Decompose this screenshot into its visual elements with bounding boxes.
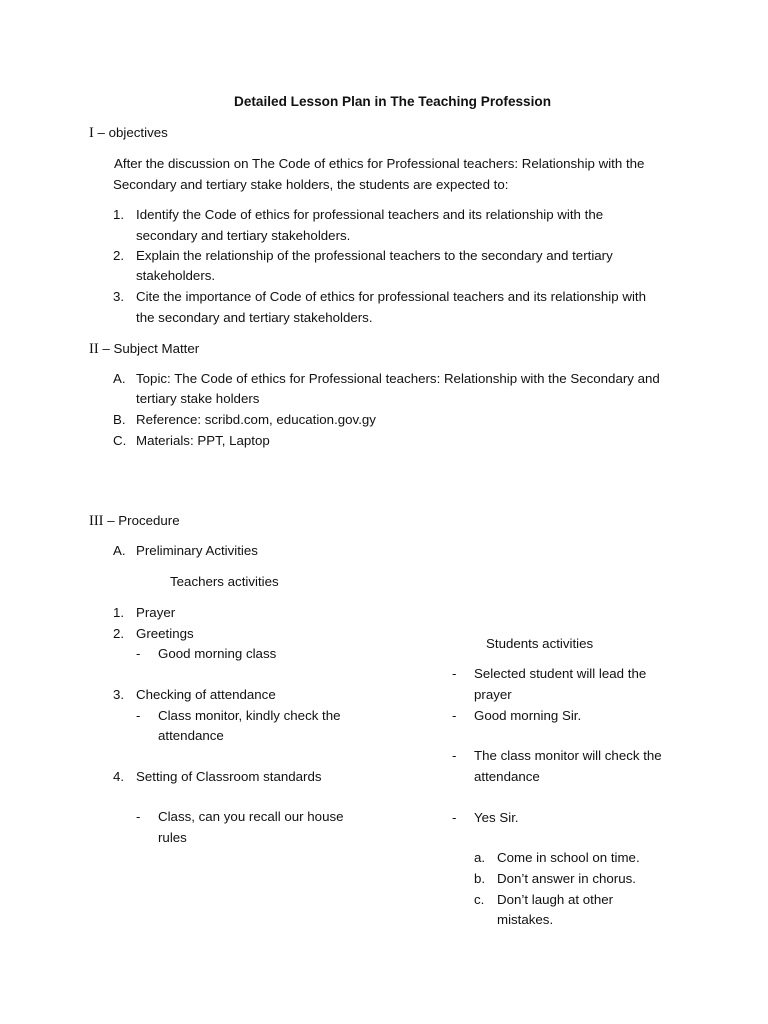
teacher-attendance-line-2: attendance bbox=[158, 728, 224, 743]
student-prayer-dash: - bbox=[452, 666, 457, 681]
objective-1-line-1: Identify the Code of ethics for professional teachers and its relationship with the bbox=[136, 207, 604, 222]
teacher-rules-line-1: Class, can you recall our house bbox=[158, 809, 344, 824]
house-rule-a-line-1: Come in school on time. bbox=[497, 850, 640, 865]
student-rules-line: Yes Sir. bbox=[474, 810, 519, 825]
objective-2-line-1: Explain the relationship of the professional teachers to the secondary and tertiary bbox=[136, 248, 613, 263]
procedure-a-marker: A. bbox=[113, 543, 126, 558]
teacher-attendance-dash: - bbox=[136, 708, 141, 723]
teacher-item-3-label: Checking of attendance bbox=[136, 687, 276, 702]
section-1-heading bbox=[89, 123, 168, 143]
teacher-item-2-label: Greetings bbox=[136, 626, 194, 641]
document-title: Detailed Lesson Plan in The Teaching Profession bbox=[234, 94, 552, 109]
teacher-item-3-marker: 3. bbox=[113, 687, 125, 702]
student-attendance-line-2: attendance bbox=[474, 769, 540, 784]
section-3-heading-text: – Procedure bbox=[103, 513, 180, 528]
subject-a-line-1: Topic: The Code of ethics for Professional teachers: Relationship with the Secondary and bbox=[136, 371, 660, 386]
teacher-item-1-marker: 1. bbox=[113, 605, 125, 620]
student-attendance-line-1: The class monitor will check the bbox=[474, 748, 662, 763]
teacher-rules-line-2: rules bbox=[158, 830, 187, 845]
teacher-item-4-marker: 4. bbox=[113, 769, 125, 784]
teacher-item-4-label: Setting of Classroom standards bbox=[136, 769, 322, 784]
teacher-item-1-label: Prayer bbox=[136, 605, 176, 620]
student-attendance-dash: - bbox=[452, 748, 457, 763]
objective-2-marker: 2. bbox=[113, 248, 125, 263]
objective-1-marker: 1. bbox=[113, 207, 125, 222]
house-rule-c-line-1: Don’t laugh at other bbox=[497, 892, 614, 907]
house-rule-b-marker: b. bbox=[474, 871, 486, 886]
house-rule-c-marker: c. bbox=[474, 892, 485, 907]
section-2-heading-text: – Subject Matter bbox=[98, 341, 200, 356]
section-1-numeral: I bbox=[89, 125, 94, 141]
subject-b-line-1: Reference: scribd.com, education.gov.gy bbox=[136, 412, 376, 427]
subject-c-marker: C. bbox=[113, 433, 127, 448]
section-2-numeral: II bbox=[89, 341, 99, 357]
objective-1-line-2: secondary and tertiary stakeholders. bbox=[136, 228, 351, 243]
subject-c-line-1: Materials: PPT, Laptop bbox=[136, 433, 270, 448]
objectives-intro-line-1: After the discussion on The Code of ethics for Professional teachers: Relationship with the bbox=[114, 156, 645, 171]
house-rule-a-marker: a. bbox=[474, 850, 486, 865]
teacher-greeting-dash: - bbox=[136, 646, 141, 661]
objective-3-line-2: the secondary and tertiary stakeholders. bbox=[136, 310, 373, 325]
student-rules-dash: - bbox=[452, 810, 457, 825]
teacher-item-2-marker: 2. bbox=[113, 626, 125, 641]
section-2-heading bbox=[89, 339, 199, 359]
subject-b-marker: B. bbox=[113, 412, 126, 427]
objective-3-line-1: Cite the importance of Code of ethics for professional teachers and its relationship with bbox=[136, 289, 646, 304]
section-1-heading-text: – objectives bbox=[93, 125, 168, 140]
student-prayer-line-2: prayer bbox=[474, 687, 512, 702]
subject-a-line-2: tertiary stake holders bbox=[136, 391, 260, 406]
student-prayer-line-1: Selected student will lead the bbox=[474, 666, 647, 681]
teacher-rules-dash: - bbox=[136, 809, 141, 824]
subject-a-marker: A. bbox=[113, 371, 126, 386]
objective-3-marker: 3. bbox=[113, 289, 125, 304]
student-greeting-dash: - bbox=[452, 708, 457, 723]
students-activities-heading: Students activities bbox=[486, 636, 594, 651]
house-rule-c-line-2: mistakes. bbox=[497, 912, 554, 927]
teachers-activities-heading: Teachers activities bbox=[170, 574, 279, 589]
house-rule-b-line-1: Don’t answer in chorus. bbox=[497, 871, 636, 886]
procedure-a-label: Preliminary Activities bbox=[136, 543, 258, 558]
section-3-numeral: III bbox=[89, 513, 104, 529]
teacher-attendance-line-1: Class monitor, kindly check the bbox=[158, 708, 341, 723]
objectives-intro-line-2: Secondary and tertiary stake holders, the students are expected to: bbox=[113, 177, 509, 192]
student-greeting-line: Good morning Sir. bbox=[474, 708, 582, 723]
teacher-greeting-line: Good morning class bbox=[158, 646, 277, 661]
section-3-heading bbox=[89, 511, 180, 531]
objective-2-line-2: stakeholders. bbox=[136, 268, 216, 283]
